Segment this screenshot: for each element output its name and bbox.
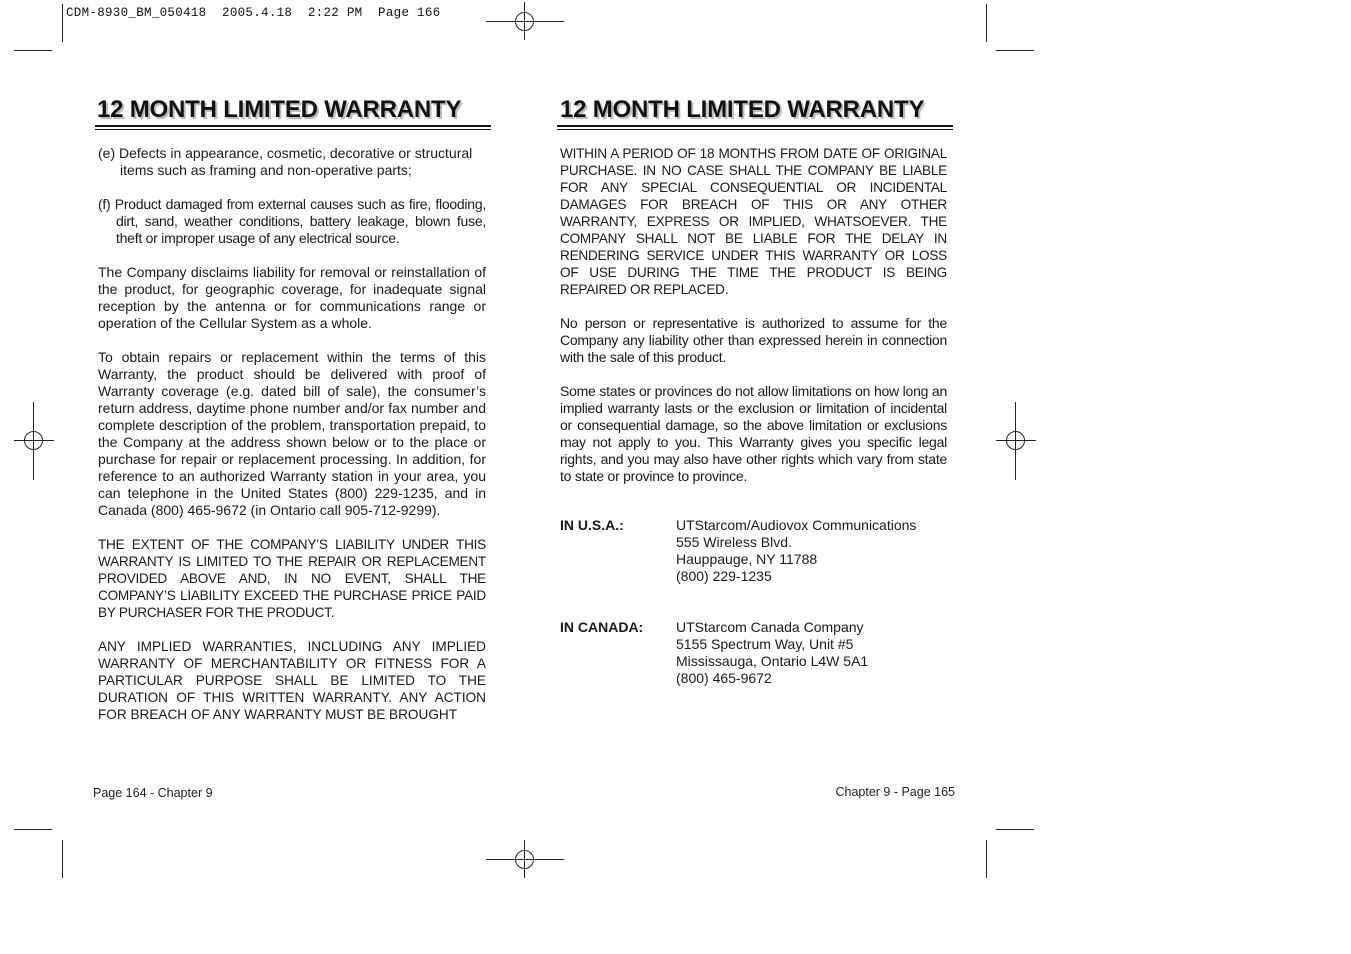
canada-phone: (800) 465-9672 xyxy=(676,670,772,686)
warranty-period-paragraph: WITHIN A PERIOD OF 18 MONTHS FROM DATE OF ORIGINAL PURCHASE. IN NO CASE SHALL THE COMPANY BE LIABLE FOR ANY SPECIAL CONSEQUENTIAL OR INCIDENTAL DAMAGES FOR BREACH OF THIS OR ANY OTHER WARRANTY, EXPRESS OR IMPLIED, WHATSOEVER. THE COMPANY SHALL NOT BE LIABLE FOR THE DELAY IN RENDERING SERVICE UNDER THIS WARRANTY OR LOSS OF USE DURING THE TIME THE PRODUCT IS BEING REPAIRED OR REPLACED. xyxy=(560,146,947,297)
registration-mark-right xyxy=(996,402,1036,480)
right-page-body xyxy=(560,145,947,502)
canada-street: 5155 Spectrum Way, Unit #5 xyxy=(676,636,854,652)
page-number-right: Chapter 9 - Page 165 xyxy=(835,785,955,799)
state-limitations-paragraph: Some states or provinces do not allow limitations on how long an implied warranty lasts or the exclusion or limitation of incidental or consequential damage, so the above limitation or exclusions may not apply to you. This Warranty gives you specific legal rights, and you may also have other rights which vary from state to state or province to province. xyxy=(560,383,947,484)
registration-mark-bottom xyxy=(486,840,564,878)
canada-label: IN CANADA: xyxy=(560,619,644,635)
implied-warranties-paragraph: ANY IMPLIED WARRANTIES, INCLUDING ANY IMPLIED WARRANTY OF MERCHANTABILITY OR FITNESS FOR A PARTICULAR PURPOSE SHALL BE LIMITED TO THE DURATION OF THIS WRITTEN WARRANTY. ANY ACTION FOR BREACH OF ANY WARRANTY MUST BE BROUGHT xyxy=(98,639,486,722)
crop-mark xyxy=(986,840,987,878)
liability-extent-paragraph: THE EXTENT OF THE COMPANY’S LIABILITY UNDER THIS WARRANTY IS LIMITED TO THE REPAIR OR REPLACEMENT PROVIDED ABOVE AND, IN NO EVENT, SHALL THE COMPANY’S LIABILITY EXCEED THE PURCHASE PRICE PAID BY PURCHASER FOR THE PRODUCT. xyxy=(98,537,486,620)
left-page-body xyxy=(98,145,486,740)
usa-city: Hauppauge, NY 11788 xyxy=(676,551,818,567)
registration-mark-left xyxy=(14,402,54,480)
crop-mark xyxy=(996,829,1034,830)
warranty-exclusion-e: (e) Defects in appearance, cosmetic, decorative or structural items such as framing and non-operative parts; xyxy=(98,145,473,178)
crop-mark xyxy=(14,50,52,51)
crop-mark xyxy=(62,840,63,878)
registration-mark-top xyxy=(486,2,564,40)
page-number-left: Page 164 - Chapter 9 xyxy=(93,786,213,800)
title-rule-right xyxy=(557,125,953,131)
crop-mark xyxy=(996,50,1034,51)
canada-address-block xyxy=(560,619,950,687)
crop-mark xyxy=(62,4,63,42)
print-slug: CDM-8930_BM_050418 2005.4.18 2:22 PM Page 166 xyxy=(66,6,441,20)
crop-mark xyxy=(986,4,987,42)
usa-phone: (800) 229-1235 xyxy=(676,568,772,584)
page-title-left: 12 MONTH LIMITED WARRANTY xyxy=(97,96,462,123)
usa-address-block xyxy=(560,517,950,585)
page-title-right: 12 MONTH LIMITED WARRANTY xyxy=(560,96,925,123)
warranty-exclusion-f: (f) Product damaged from external causes such as fire, flooding, dirt, sand, weather conditions, battery leakage, blown fuse, theft or improper usage of any electrical source. xyxy=(98,196,486,246)
disclaimer-paragraph: The Company disclaims liability for removal or reinstallation of the product, for geographic coverage, for inadequate signal reception by the antenna or for communications range or operation of the Cellular System as a whole. xyxy=(98,264,486,331)
usa-company: UTStarcom/Audiovox Communications xyxy=(676,517,917,533)
crop-mark xyxy=(14,829,52,830)
usa-street: 555 Wireless Blvd. xyxy=(676,534,792,550)
title-rule-left xyxy=(95,125,491,131)
repairs-paragraph: To obtain repairs or replacement within the terms of this Warranty, the product should be delivered with proof of Warranty coverage (e.g. dated bill of sale), the consumer’s return address, daytime phone number and/or fax number and complete description of the problem, transportation prepaid, to the Company at the address shown below or to the place or purchase for repair or replacement processing. In addition, for reference to an authorized Warranty station in your area, you can telephone in the United States (800) 229-1235, and in Canada (800) 465-9672 (in Ontario call 905-712-9299). xyxy=(98,349,486,518)
canada-company: UTStarcom Canada Company xyxy=(676,619,864,635)
usa-label: IN U.S.A.: xyxy=(560,517,624,533)
canada-city: Mississauga, Ontario L4W 5A1 xyxy=(676,653,869,669)
no-person-paragraph: No person or representative is authorized to assume for the Company any liability other than expressed herein in connection with the sale of this product. xyxy=(560,315,947,365)
